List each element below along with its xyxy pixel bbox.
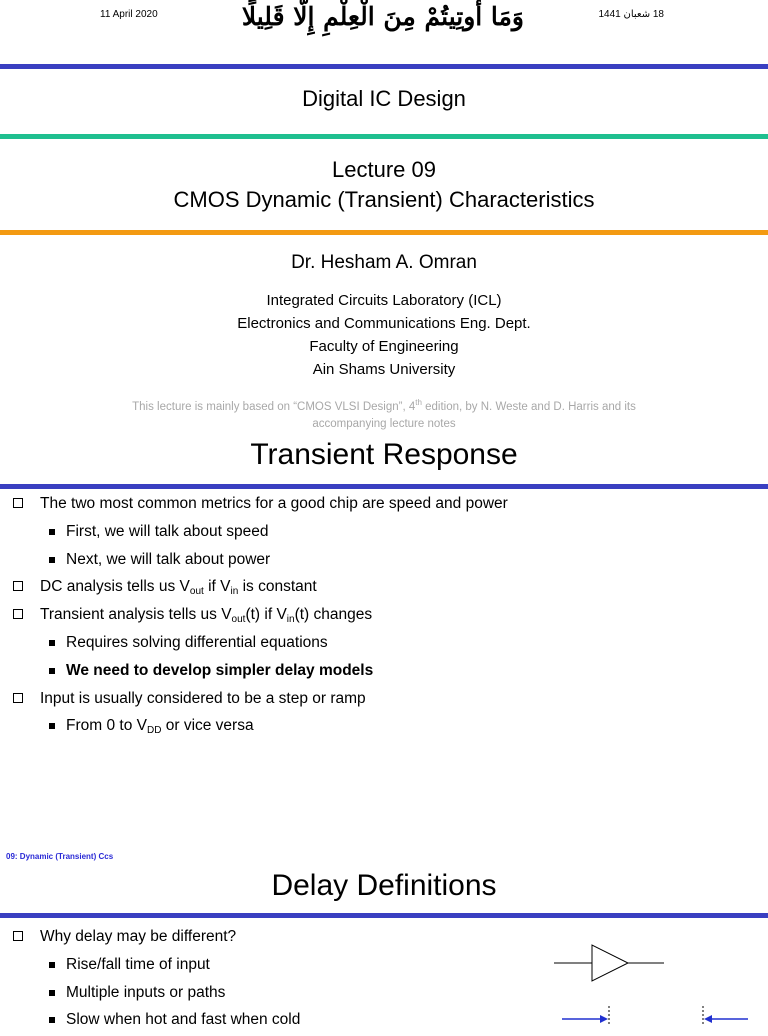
square-bullet-icon: [49, 990, 55, 996]
list-item: DC analysis tells us $V_{out}$ if $V_{in}$ is constant: [0, 575, 508, 603]
date-gregorian: 11 April 2020: [100, 9, 158, 20]
slide-footer: 09: Dynamic (Transient) Ccs: [6, 852, 114, 861]
list-item: Input is usually considered to be a step or ramp: [0, 687, 508, 715]
source-note: This lecture is mainly based on “CMOS VLSI Design”, 4th edition, by N. Weste and D. Harris and its accompanying lecture notes: [132, 398, 636, 430]
square-bullet-icon: [49, 529, 55, 535]
affiliation-line: Electronics and Communications Eng. Dept.: [237, 315, 531, 332]
bullet-list: [0, 925, 300, 1036]
list-item: We need to develop simpler delay models: [0, 659, 508, 687]
square-bullet-icon: [49, 1017, 55, 1023]
square-bullet-icon: [49, 723, 55, 729]
arrowhead-left-icon: [704, 1015, 712, 1023]
divider-orange: [0, 230, 768, 235]
slide-title-transient-response: Transient Response: [250, 438, 518, 471]
arabic-verse: وَمَا أُوتِيتُمْ مِنَ الْعِلْمِ إِلَّا قَلِيلًا: [241, 2, 524, 31]
author-name: Dr. Hesham A. Omran: [291, 252, 477, 273]
buffer-gate-icon: [592, 945, 628, 981]
slide-title-delay-definitions: Delay Definitions: [271, 869, 497, 902]
arrowhead-right-icon: [600, 1015, 608, 1023]
divider-blue: [0, 64, 768, 69]
square-bullet-icon: [49, 557, 55, 563]
list-item: Why delay may be different?: [0, 925, 300, 953]
divider-blue: [0, 913, 768, 918]
list-item: Multiple inputs or paths: [0, 981, 300, 1009]
buffer-delay-diagram: [540, 930, 768, 1024]
lecture-number: Lecture 09: [332, 157, 436, 182]
affiliation-line: Integrated Circuits Laboratory (ICL): [266, 292, 502, 309]
date-hijri: 18 شعبان 1441: [598, 9, 664, 20]
affiliation-block: [0, 289, 768, 381]
list-item: Slow when hot and fast when cold: [0, 1008, 300, 1036]
square-bullet-icon: [49, 668, 55, 674]
list-item: Rise/fall time of input: [0, 953, 300, 981]
list-item: Next, we will talk about power: [0, 548, 508, 576]
course-title: Digital IC Design: [302, 86, 466, 111]
checkbox-bullet-icon: [13, 498, 23, 508]
square-bullet-icon: [49, 962, 55, 968]
affiliation-line: Ain Shams University: [312, 361, 456, 378]
checkbox-bullet-icon: [13, 581, 23, 591]
checkbox-bullet-icon: [13, 693, 23, 703]
list-item: First, we will talk about speed: [0, 520, 508, 548]
bullet-list: [0, 492, 508, 742]
list-item: From 0 to $V_{DD}$ or vice versa: [0, 714, 508, 742]
square-bullet-icon: [49, 640, 55, 646]
checkbox-bullet-icon: [13, 931, 23, 941]
checkbox-bullet-icon: [13, 609, 23, 619]
divider-green: [0, 134, 768, 139]
lecture-title: CMOS Dynamic (Transient) Characteristics: [173, 187, 595, 212]
divider-blue: [0, 484, 768, 489]
list-item: Requires solving differential equations: [0, 631, 508, 659]
list-item: Transient analysis tells us $V_{out}(t)$ if $V_{in}(t)$ changes: [0, 603, 508, 631]
affiliation-line: Faculty of Engineering: [309, 338, 459, 355]
list-item: The two most common metrics for a good chip are speed and power: [0, 492, 508, 520]
